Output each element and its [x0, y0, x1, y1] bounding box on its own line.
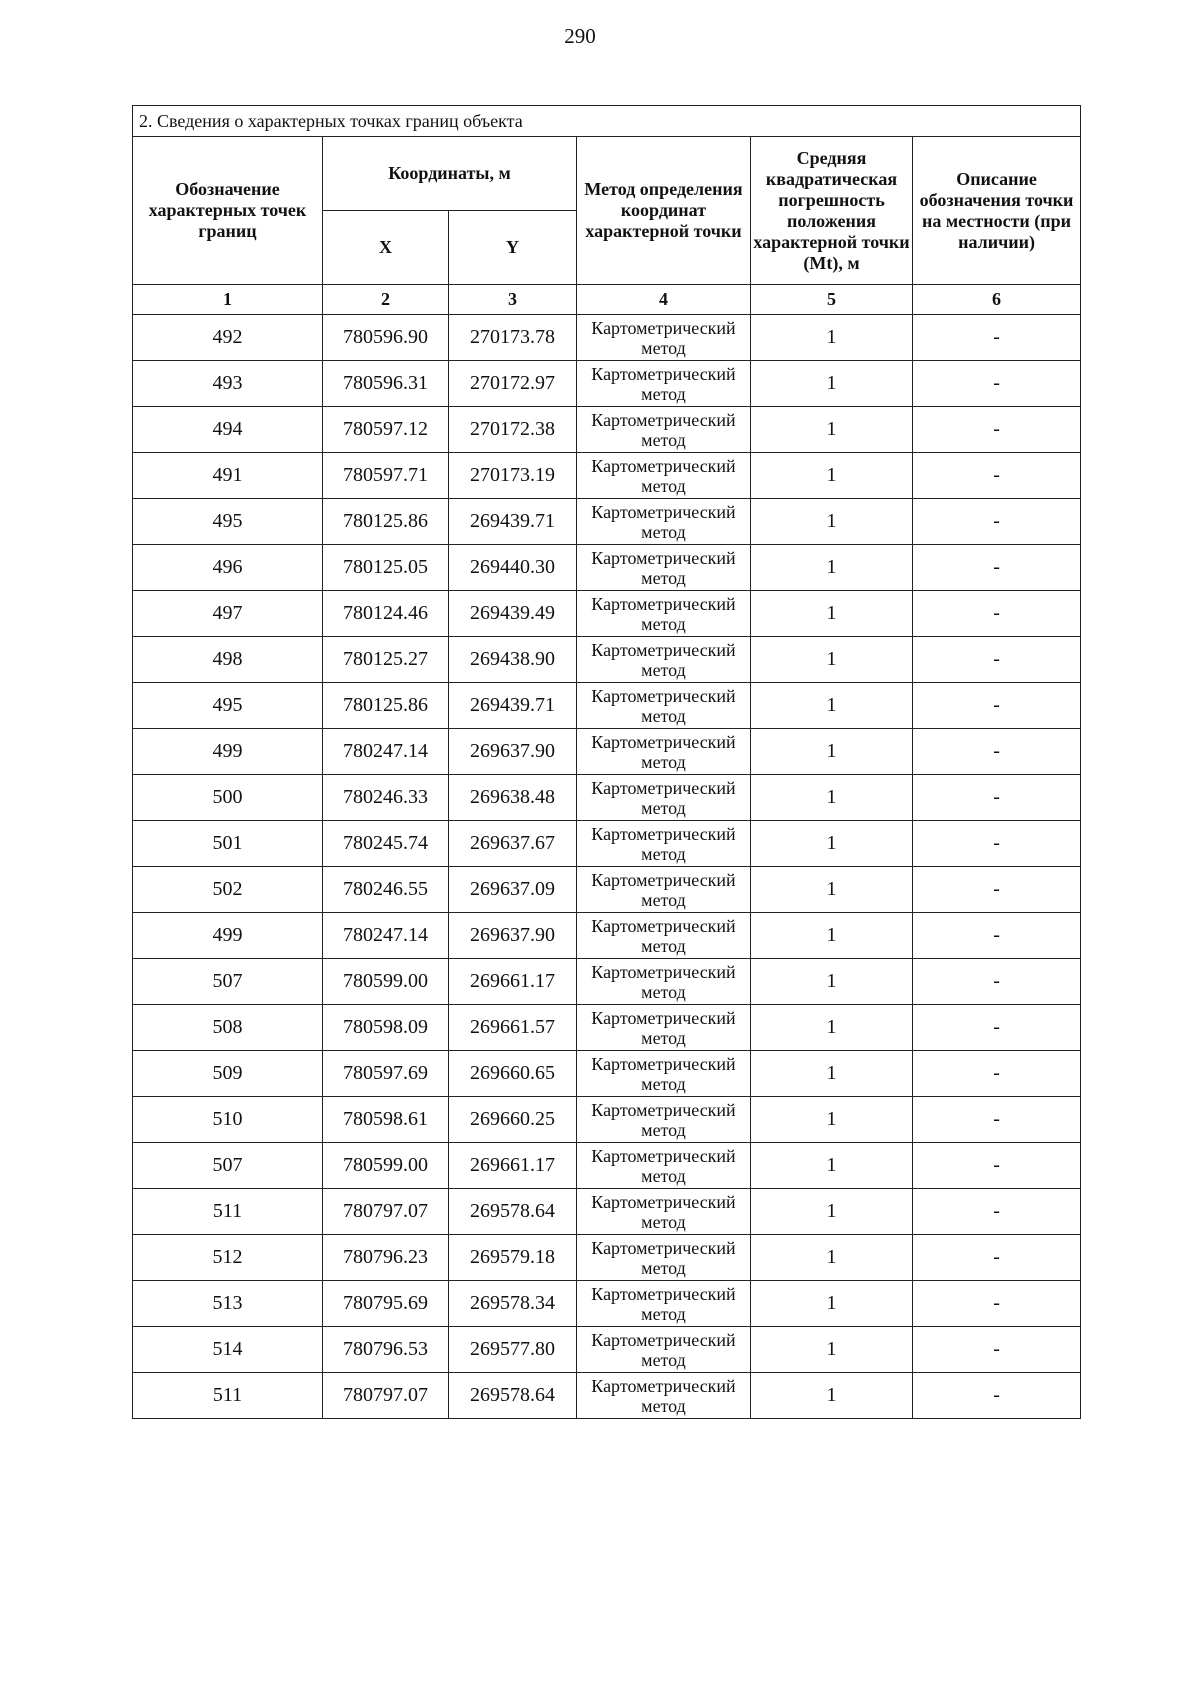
method-cell — [577, 1097, 751, 1143]
method-cell — [577, 361, 751, 407]
x-cell: 780125.27 — [323, 637, 449, 683]
x-cell: 780125.86 — [323, 683, 449, 729]
table-row — [133, 591, 1081, 637]
y-cell: 269661.17 — [449, 1143, 577, 1189]
description-cell: - — [913, 637, 1081, 683]
method-cell — [577, 959, 751, 1005]
method-cell — [577, 637, 751, 683]
table-row — [133, 775, 1081, 821]
y-cell: 269578.34 — [449, 1281, 577, 1327]
point-cell: 511 — [133, 1189, 323, 1235]
description-cell: - — [913, 1143, 1081, 1189]
x-cell: 780596.31 — [323, 361, 449, 407]
y-cell: 269661.17 — [449, 959, 577, 1005]
method-text: Картометрический — [591, 1145, 736, 1166]
method-text: метод — [641, 337, 686, 358]
x-cell: 780597.12 — [323, 407, 449, 453]
error-cell: 1 — [751, 821, 913, 867]
x-cell: 780796.23 — [323, 1235, 449, 1281]
method-text: Картометрический — [591, 1283, 736, 1304]
table-row — [133, 1235, 1081, 1281]
method-text: метод — [641, 521, 686, 542]
method-cell — [577, 683, 751, 729]
error-cell: 1 — [751, 407, 913, 453]
description-cell: - — [913, 729, 1081, 775]
method-cell — [577, 499, 751, 545]
y-cell: 269660.65 — [449, 1051, 577, 1097]
table-row — [133, 1327, 1081, 1373]
x-cell: 780246.55 — [323, 867, 449, 913]
table-row — [133, 959, 1081, 1005]
point-cell: 496 — [133, 545, 323, 591]
error-cell: 1 — [751, 453, 913, 499]
point-cell: 512 — [133, 1235, 323, 1281]
method-cell — [577, 867, 751, 913]
method-text: метод — [641, 1395, 686, 1416]
method-cell — [577, 821, 751, 867]
y-cell: 269638.48 — [449, 775, 577, 821]
error-cell: 1 — [751, 1097, 913, 1143]
x-cell: 780125.86 — [323, 499, 449, 545]
x-cell: 780598.09 — [323, 1005, 449, 1051]
point-cell: 497 — [133, 591, 323, 637]
x-cell: 780247.14 — [323, 913, 449, 959]
method-text: метод — [641, 1349, 686, 1370]
error-cell: 1 — [751, 729, 913, 775]
error-cell: 1 — [751, 545, 913, 591]
header-description: Описание обозначения точки на местности (при наличии) — [913, 137, 1081, 285]
method-text: метод — [641, 935, 686, 956]
table-row — [133, 315, 1081, 361]
x-cell: 780795.69 — [323, 1281, 449, 1327]
y-cell: 269660.25 — [449, 1097, 577, 1143]
method-cell — [577, 1373, 751, 1419]
error-cell: 1 — [751, 959, 913, 1005]
description-cell: - — [913, 1235, 1081, 1281]
method-text: Картометрический — [591, 961, 736, 982]
method-cell — [577, 1235, 751, 1281]
y-cell: 270173.19 — [449, 453, 577, 499]
column-number: 1 — [133, 285, 323, 315]
x-cell: 780246.33 — [323, 775, 449, 821]
x-cell: 780597.69 — [323, 1051, 449, 1097]
point-cell: 501 — [133, 821, 323, 867]
method-text: Картометрический — [591, 639, 736, 660]
description-cell: - — [913, 959, 1081, 1005]
y-cell: 269439.71 — [449, 683, 577, 729]
method-text: Картометрический — [591, 915, 736, 936]
method-text: метод — [641, 567, 686, 588]
table-row — [133, 1097, 1081, 1143]
y-cell: 269637.09 — [449, 867, 577, 913]
method-text: метод — [641, 1073, 686, 1094]
method-text: метод — [641, 1119, 686, 1140]
table-row — [133, 453, 1081, 499]
error-cell: 1 — [751, 637, 913, 683]
method-text: метод — [641, 1027, 686, 1048]
method-cell — [577, 775, 751, 821]
error-cell: 1 — [751, 1189, 913, 1235]
method-text: метод — [641, 475, 686, 496]
y-cell: 269579.18 — [449, 1235, 577, 1281]
method-text: Картометрический — [591, 409, 736, 430]
point-cell: 494 — [133, 407, 323, 453]
method-cell — [577, 591, 751, 637]
method-text: метод — [641, 383, 686, 404]
method-text: Картометрический — [591, 1237, 736, 1258]
error-cell: 1 — [751, 499, 913, 545]
method-text: метод — [641, 429, 686, 450]
x-cell: 780599.00 — [323, 959, 449, 1005]
point-cell: 507 — [133, 959, 323, 1005]
description-cell: - — [913, 1097, 1081, 1143]
error-cell: 1 — [751, 1051, 913, 1097]
description-cell: - — [913, 1189, 1081, 1235]
column-number: 4 — [577, 285, 751, 315]
column-number: 5 — [751, 285, 913, 315]
error-cell: 1 — [751, 1373, 913, 1419]
header-x: X — [323, 211, 449, 285]
table-row — [133, 1143, 1081, 1189]
method-text: метод — [641, 1165, 686, 1186]
point-cell: 513 — [133, 1281, 323, 1327]
method-cell — [577, 1143, 751, 1189]
table-row — [133, 821, 1081, 867]
method-cell — [577, 1005, 751, 1051]
point-cell: 509 — [133, 1051, 323, 1097]
y-cell: 269438.90 — [449, 637, 577, 683]
column-number: 2 — [323, 285, 449, 315]
point-cell: 495 — [133, 499, 323, 545]
point-cell: 500 — [133, 775, 323, 821]
x-cell: 780797.07 — [323, 1189, 449, 1235]
error-cell: 1 — [751, 315, 913, 361]
x-cell: 780247.14 — [323, 729, 449, 775]
description-cell: - — [913, 1051, 1081, 1097]
description-cell: - — [913, 361, 1081, 407]
table-row — [133, 867, 1081, 913]
y-cell: 269661.57 — [449, 1005, 577, 1051]
point-cell: 498 — [133, 637, 323, 683]
point-cell: 511 — [133, 1373, 323, 1419]
y-cell: 269637.90 — [449, 729, 577, 775]
error-cell: 1 — [751, 591, 913, 637]
point-cell: 491 — [133, 453, 323, 499]
method-text: Картометрический — [591, 501, 736, 522]
point-cell: 510 — [133, 1097, 323, 1143]
error-cell: 1 — [751, 1327, 913, 1373]
error-cell: 1 — [751, 867, 913, 913]
y-cell: 270172.97 — [449, 361, 577, 407]
method-text: метод — [641, 659, 686, 680]
description-cell: - — [913, 867, 1081, 913]
method-cell — [577, 315, 751, 361]
table-row — [133, 1005, 1081, 1051]
method-text: Картометрический — [591, 1191, 736, 1212]
method-text: метод — [641, 1303, 686, 1324]
method-text: Картометрический — [591, 1329, 736, 1350]
table-row — [133, 407, 1081, 453]
point-cell: 492 — [133, 315, 323, 361]
method-text: Картометрический — [591, 869, 736, 890]
table-caption: 2. Сведения о характерных точках границ объекта — [133, 106, 1081, 137]
point-cell: 493 — [133, 361, 323, 407]
method-cell — [577, 453, 751, 499]
method-text: Картометрический — [591, 593, 736, 614]
method-text: Картометрический — [591, 363, 736, 384]
y-cell: 269577.80 — [449, 1327, 577, 1373]
table-row — [133, 499, 1081, 545]
boundary-points-table — [132, 105, 1081, 1419]
point-cell: 499 — [133, 913, 323, 959]
description-cell: - — [913, 1005, 1081, 1051]
method-cell — [577, 729, 751, 775]
method-text: метод — [641, 889, 686, 910]
y-cell: 269439.49 — [449, 591, 577, 637]
error-cell: 1 — [751, 775, 913, 821]
method-text: метод — [641, 981, 686, 1002]
description-cell: - — [913, 1373, 1081, 1419]
error-cell: 1 — [751, 361, 913, 407]
method-cell — [577, 1189, 751, 1235]
table-row — [133, 683, 1081, 729]
x-cell: 780797.07 — [323, 1373, 449, 1419]
table-body — [133, 315, 1081, 1419]
x-cell: 780599.00 — [323, 1143, 449, 1189]
method-cell — [577, 545, 751, 591]
error-cell: 1 — [751, 1005, 913, 1051]
table-row — [133, 1373, 1081, 1419]
y-cell: 269439.71 — [449, 499, 577, 545]
table-row — [133, 729, 1081, 775]
column-number: 6 — [913, 285, 1081, 315]
y-cell: 270173.78 — [449, 315, 577, 361]
description-cell: - — [913, 591, 1081, 637]
point-cell: 502 — [133, 867, 323, 913]
method-text: метод — [641, 797, 686, 818]
y-cell: 269440.30 — [449, 545, 577, 591]
table-row — [133, 1051, 1081, 1097]
method-text: Картометрический — [591, 1375, 736, 1396]
description-cell: - — [913, 407, 1081, 453]
method-cell — [577, 1051, 751, 1097]
description-cell: - — [913, 453, 1081, 499]
header-mean-error: Средняя квадратическая погрешность положения характерной точки (Mt), м — [751, 137, 913, 285]
method-text: метод — [641, 613, 686, 634]
method-text: Картометрический — [591, 1099, 736, 1120]
y-cell: 269578.64 — [449, 1189, 577, 1235]
method-cell — [577, 1327, 751, 1373]
y-cell: 269637.67 — [449, 821, 577, 867]
x-cell: 780245.74 — [323, 821, 449, 867]
error-cell: 1 — [751, 913, 913, 959]
method-text: Картометрический — [591, 547, 736, 568]
point-cell: 495 — [133, 683, 323, 729]
x-cell: 780597.71 — [323, 453, 449, 499]
method-text: Картометрический — [591, 777, 736, 798]
error-cell: 1 — [751, 1235, 913, 1281]
method-text: Картометрический — [591, 685, 736, 706]
method-cell — [577, 407, 751, 453]
method-text: метод — [641, 1257, 686, 1278]
point-cell: 514 — [133, 1327, 323, 1373]
point-cell: 508 — [133, 1005, 323, 1051]
method-text: метод — [641, 751, 686, 772]
page-number: 290 — [564, 24, 596, 48]
point-cell: 499 — [133, 729, 323, 775]
description-cell: - — [913, 821, 1081, 867]
table-row — [133, 545, 1081, 591]
description-cell: - — [913, 913, 1081, 959]
header-method: Метод определения координат характерной точки — [577, 137, 751, 285]
y-cell: 269578.64 — [449, 1373, 577, 1419]
header-coordinates: Координаты, м — [323, 137, 577, 211]
method-text: Картометрический — [591, 455, 736, 476]
method-text: Картометрический — [591, 1007, 736, 1028]
header-y: Y — [449, 211, 577, 285]
x-cell: 780124.46 — [323, 591, 449, 637]
table-row — [133, 637, 1081, 683]
description-cell: - — [913, 1281, 1081, 1327]
method-text: Картометрический — [591, 823, 736, 844]
y-cell: 270172.38 — [449, 407, 577, 453]
point-cell: 507 — [133, 1143, 323, 1189]
table-row — [133, 1189, 1081, 1235]
error-cell: 1 — [751, 1143, 913, 1189]
table-row — [133, 1281, 1081, 1327]
method-cell — [577, 913, 751, 959]
method-text: Картометрический — [591, 1053, 736, 1074]
description-cell: - — [913, 683, 1081, 729]
x-cell: 780125.05 — [323, 545, 449, 591]
table-row — [133, 913, 1081, 959]
method-text: метод — [641, 843, 686, 864]
header-point-designation: Обозначение характерных точек границ — [133, 137, 323, 285]
method-text: Картометрический — [591, 731, 736, 752]
x-cell: 780598.61 — [323, 1097, 449, 1143]
method-text: Картометрический — [591, 317, 736, 338]
description-cell: - — [913, 775, 1081, 821]
x-cell: 780596.90 — [323, 315, 449, 361]
y-cell: 269637.90 — [449, 913, 577, 959]
x-cell: 780796.53 — [323, 1327, 449, 1373]
method-cell — [577, 1281, 751, 1327]
description-cell: - — [913, 499, 1081, 545]
error-cell: 1 — [751, 1281, 913, 1327]
method-text: метод — [641, 705, 686, 726]
description-cell: - — [913, 1327, 1081, 1373]
description-cell: - — [913, 545, 1081, 591]
description-cell: - — [913, 315, 1081, 361]
error-cell: 1 — [751, 683, 913, 729]
method-text: метод — [641, 1211, 686, 1232]
table-row — [133, 361, 1081, 407]
column-number: 3 — [449, 285, 577, 315]
